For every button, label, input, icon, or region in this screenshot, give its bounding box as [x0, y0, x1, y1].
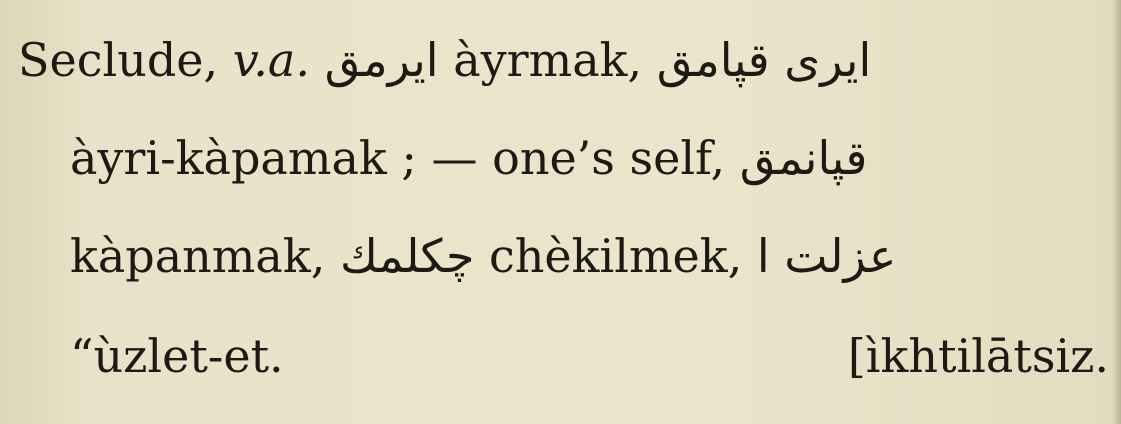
part-of-speech: v.a.: [232, 33, 310, 87]
transliteration-1: àyrmak,: [453, 33, 643, 87]
entry-line-3: [70, 226, 896, 286]
arabic-script-1: ایرمق: [324, 33, 439, 87]
transliteration-4: chèkilmek,: [489, 229, 743, 283]
transliteration-3: kàpanmak,: [70, 229, 326, 283]
entry-line-2: [70, 128, 867, 188]
page-edge-shadow: [1111, 0, 1121, 424]
arabic-script-2: ایری قپامق: [656, 33, 872, 87]
entry-line-1: [18, 30, 871, 90]
arabic-script-4: چکلمك: [339, 229, 475, 283]
arabic-script-3: قپانمق: [739, 131, 868, 185]
arabic-script-5: عزلت ا: [756, 229, 897, 283]
headword: Seclude,: [18, 33, 219, 87]
catchword: [848, 326, 1109, 386]
sub-phrase: — one’s self,: [431, 131, 726, 185]
transliteration-2: àyri-kàpamak ;: [70, 131, 417, 185]
catchword-text: [ìkhtilātsiz.: [847, 329, 1109, 383]
transliteration-5: “ùzlet-et.: [70, 329, 284, 383]
entry-line-4: [70, 326, 284, 386]
